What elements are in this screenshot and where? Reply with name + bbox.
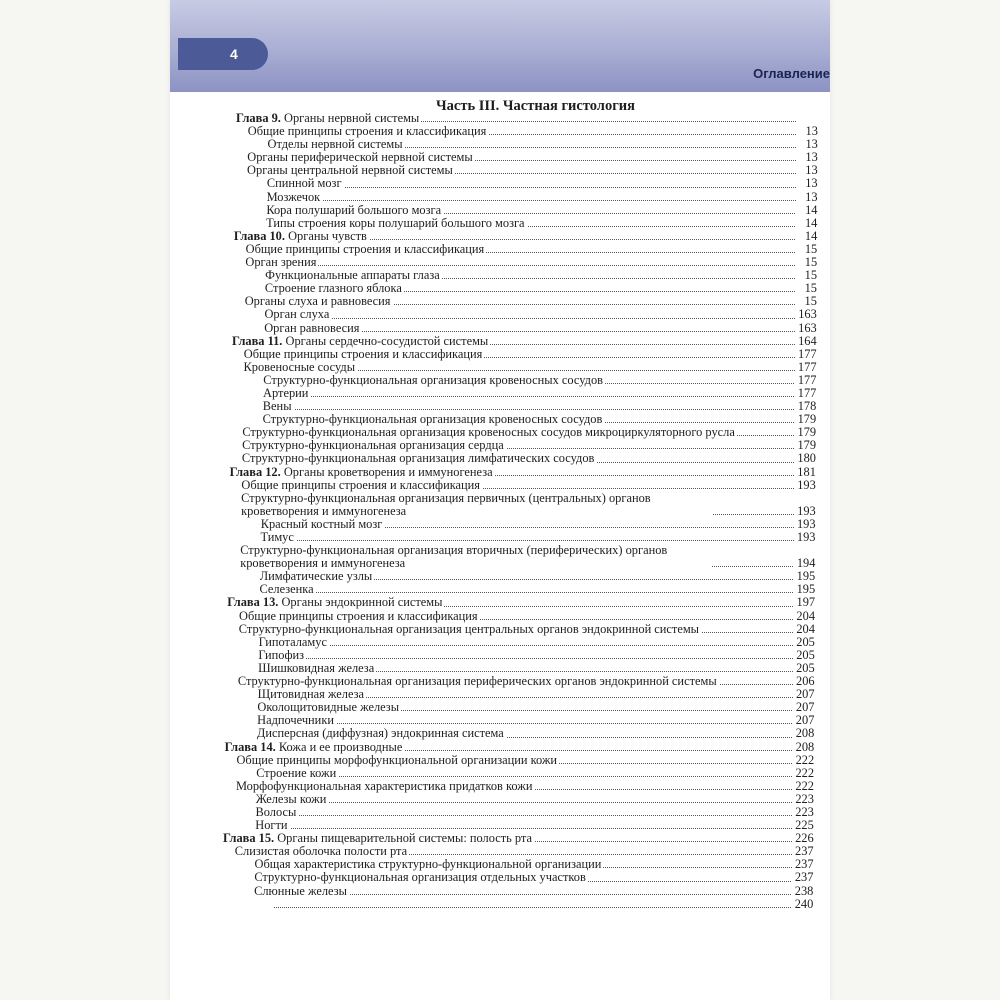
dot-leader [280, 540, 793, 541]
toc-entry-title: Структурно-функциональная организация кровеносных сосудов [262, 412, 603, 427]
toc-entry-title: Спинной мозг [266, 176, 342, 191]
toc-page-number: 15 [804, 294, 817, 309]
toc-entry-title: Общие принципы морфофункциональной организации кожи [236, 752, 558, 767]
toc-entry-title: Органы центральной нервной системы [247, 163, 453, 178]
toc-page-number: 193 [797, 503, 816, 518]
toc-entry-title: Орган равновесия [264, 320, 360, 335]
toc-page-number: 237 [794, 870, 814, 885]
toc-page-number: 195 [796, 582, 816, 597]
toc-page-number: 223 [795, 804, 814, 819]
toc-page-number: 237 [795, 844, 814, 859]
dot-leader [276, 815, 792, 816]
toc-page-number: 14 [804, 228, 818, 243]
toc-page-number: 222 [795, 752, 815, 767]
toc-page-number: 226 [795, 831, 814, 846]
chapter-number: Глава 14. [224, 739, 276, 754]
dot-leader [274, 894, 791, 895]
toc-entry-title: Ногти [255, 818, 288, 833]
toc-entry-title: Орган зрения [245, 255, 317, 270]
toc-page-number: 180 [797, 451, 816, 466]
chapter-number: Глава 11. [231, 333, 283, 348]
toc-entry-title: Структурно-функциональная организация периферических органов эндокринной системы [237, 674, 717, 689]
toc-page-number: 13 [805, 124, 818, 139]
toc-entry-title: Слюнные железы [254, 883, 347, 898]
toc-page-number: 238 [794, 883, 814, 898]
toc-entry-title: Общая характеристика структурно-функциональной организации [254, 857, 602, 872]
toc-page-number: 13 [805, 150, 818, 165]
toc-page-number: 179 [797, 425, 817, 440]
toc-page-number: 13 [805, 189, 818, 204]
dot-leader [283, 409, 794, 410]
toc-entry-title: Вены [262, 399, 292, 414]
toc-page-number: 163 [798, 320, 817, 335]
toc-entry [170, 885, 830, 898]
toc-entry-title: Типы строения коры полушарий большого мозга [266, 215, 525, 230]
toc-page-number: 13 [805, 163, 818, 178]
toc-page-number: 205 [796, 660, 815, 675]
toc-entry [170, 492, 830, 518]
toc-entry-title: Околощитовидные железы [257, 700, 400, 715]
toc-entry [170, 898, 830, 911]
toc-page-number: 222 [795, 765, 815, 780]
toc-page-number: 223 [795, 791, 814, 806]
toc-page-number: 207 [795, 700, 815, 715]
toc-page-number: 207 [795, 713, 815, 728]
toc-entry-label [241, 492, 712, 518]
toc-entry-title: Структурно-функциональная организация вторичных (периферических) органов кроветворения и иммуногенеза [240, 543, 668, 571]
toc-entry-title: Кора полушарий большого мозга [266, 202, 442, 217]
toc-entry-title: Щитовидная железа [257, 687, 365, 702]
toc-entry-title: Органы нервной системы [284, 111, 420, 125]
toc-page-number: 225 [795, 818, 814, 833]
toc-page-number: 15 [804, 281, 817, 296]
chapter-number: Глава 13. [227, 595, 279, 610]
toc-page-number: 15 [804, 268, 818, 283]
toc-entry-title: Структурно-функциональная организация кровеносных сосудов микроциркуляторного русла [242, 425, 735, 440]
toc-entry-title: Слизистая оболочка полости рта [234, 844, 408, 859]
toc-entry-title: Селезенка [259, 582, 314, 597]
toc-page-number: 13 [805, 137, 818, 152]
toc-entry-title: Функциональные аппараты глаза [265, 268, 440, 283]
toc-page-number: 222 [795, 778, 814, 793]
toc-entry-title: Органы чувств [288, 228, 367, 243]
toc-entry-title: Органы эндокринной системы [281, 595, 443, 610]
chapter-number: Глава 10. [233, 228, 285, 243]
toc-entry-title: Гипоталамус [258, 634, 327, 649]
toc-entry-title: Дисперсная (диффузная) эндокринная система [256, 726, 504, 741]
chapter-number: Глава 15. [223, 831, 275, 846]
toc-entry-title: Структурно-функциональная организация лимфатических сосудов [241, 451, 595, 466]
toc-entry-title: Орган слуха [264, 307, 330, 322]
toc-entry-title: Красный костный мозг [260, 516, 383, 531]
toc-page-number: 15 [804, 255, 818, 270]
toc-page-number: 14 [804, 215, 818, 230]
toc-page-number: 193 [796, 516, 816, 531]
toc-entry-title: Органы слуха и равновесия [244, 294, 391, 309]
toc-page-number: 15 [804, 241, 818, 256]
toc-entry-title: Артерии [263, 385, 309, 400]
toc-entry-title: Органы периферической нервной системы [247, 150, 473, 165]
dot-leader [275, 828, 792, 829]
toc-entry-title: Отделы нервной системы [267, 137, 403, 152]
page-number-tab [178, 38, 268, 70]
toc-page-number: 164 [798, 333, 817, 348]
toc-entry-title: Волосы [255, 804, 297, 819]
toc-entry-title: Органы пищеварительной системы: полость рта [277, 831, 532, 846]
running-header: Оглавление [753, 66, 830, 81]
toc-page-number: 177 [797, 359, 817, 374]
toc-page-number: 177 [797, 372, 817, 387]
dot-leader [276, 776, 792, 777]
toc-page-number: 181 [797, 464, 816, 479]
toc-page-number: 197 [796, 595, 816, 610]
toc-page-number: 14 [805, 202, 818, 217]
toc-page-number: 193 [797, 477, 816, 492]
chapter-number: Глава 12. [229, 464, 281, 479]
toc-page-number: 205 [796, 647, 815, 662]
toc-page-number: 207 [795, 687, 815, 702]
dot-leader [274, 907, 791, 908]
toc-entry-title: Кровеносные сосуды [243, 359, 356, 374]
toc-entry-title: Общие принципы строения и классификация [241, 477, 480, 492]
toc-page-number: 204 [796, 621, 815, 636]
toc-entry-title: Строение кожи [256, 765, 337, 780]
page-number: 4 [230, 46, 238, 62]
dot-leader [284, 318, 794, 319]
toc-page-number: 178 [797, 399, 817, 414]
toc-entry-label [254, 885, 349, 898]
dot-leader [279, 645, 793, 646]
document-page [170, 0, 830, 1000]
toc-page-number: 177 [798, 346, 817, 361]
dot-leader [287, 200, 796, 201]
toc-page-number: 206 [796, 674, 815, 689]
toc-entry-title: Лимфатические узлы [259, 569, 373, 584]
dot-leader [276, 802, 792, 803]
toc-page-number: 240 [794, 896, 814, 911]
toc-entry-label [263, 374, 605, 387]
toc-page-number: 204 [796, 608, 816, 623]
toc-entry-title: Органы сердечно-сосудистой системы [285, 333, 489, 348]
toc-page-number: 237 [794, 857, 814, 872]
toc-page-number: 13 [805, 176, 818, 191]
dot-leader [278, 658, 792, 659]
dot-leader [280, 592, 794, 593]
toc-entry-title: Структурно-функциональная организация первичных (центральных) органов кроветворения и иммуногенеза [241, 490, 651, 518]
toc-entry-title: Структурно-функциональная организация отдельных участков [254, 870, 586, 885]
toc-entry-title: Гипофиз [258, 647, 305, 662]
toc-entry-title: Надпочечники [257, 713, 334, 728]
toc-entry-title: Морфофункциональная характеристика придатков кожи [235, 778, 533, 793]
toc-entry-label [240, 544, 712, 570]
toc-page-number: 208 [795, 739, 815, 754]
toc-entry-title: Структурно-функциональная организация центральных органов эндокринной системы [238, 621, 700, 636]
toc-page-number: 205 [796, 634, 815, 649]
toc-entry-title: Тимус [260, 530, 294, 544]
toc-page-number: 179 [797, 438, 817, 453]
dot-leader [265, 265, 795, 266]
toc-entry-title: Структурно-функциональная организация сердца [242, 438, 504, 453]
toc-entry-title: Железы кожи [255, 791, 327, 806]
toc-entry-title: Общие принципы строения и классификация [247, 124, 487, 139]
toc-page-number: 177 [797, 385, 817, 400]
toc-page-number: 163 [798, 307, 817, 322]
chapter-number: Глава 9. [236, 111, 281, 125]
toc-entry-title: Структурно-функциональная организация кровеносных сосудов [263, 372, 604, 387]
toc-entry-title: Общие принципы строения и классификация [239, 608, 478, 623]
toc-page-number: 195 [796, 569, 816, 584]
toc-entry [170, 544, 830, 570]
toc-page-number: 193 [796, 530, 816, 544]
toc-entry-title: Мозжечок [266, 189, 321, 204]
toc-entry-title: Строение глазного яблока [264, 281, 402, 296]
toc-page-number: 179 [797, 412, 817, 427]
toc-entry-title: Шишковидная железа [258, 660, 375, 675]
dot-leader [287, 187, 796, 188]
part-title: Часть III. Частная гистология [436, 98, 635, 114]
toc-page-number: 208 [795, 726, 815, 741]
table-of-contents [170, 112, 830, 911]
toc-page-number: 194 [796, 556, 816, 571]
dot-leader [277, 723, 792, 724]
toc-entry-title: Общие принципы строения и классификация [243, 346, 483, 361]
header-band [170, 0, 830, 92]
toc-entry-title: Общие принципы строения и классификация [245, 241, 485, 256]
toc-entry-title: Кожа и ее производные [278, 739, 403, 754]
toc-entry-title: Органы кроветворения и иммуногенеза [283, 464, 493, 479]
dot-leader [283, 396, 794, 397]
